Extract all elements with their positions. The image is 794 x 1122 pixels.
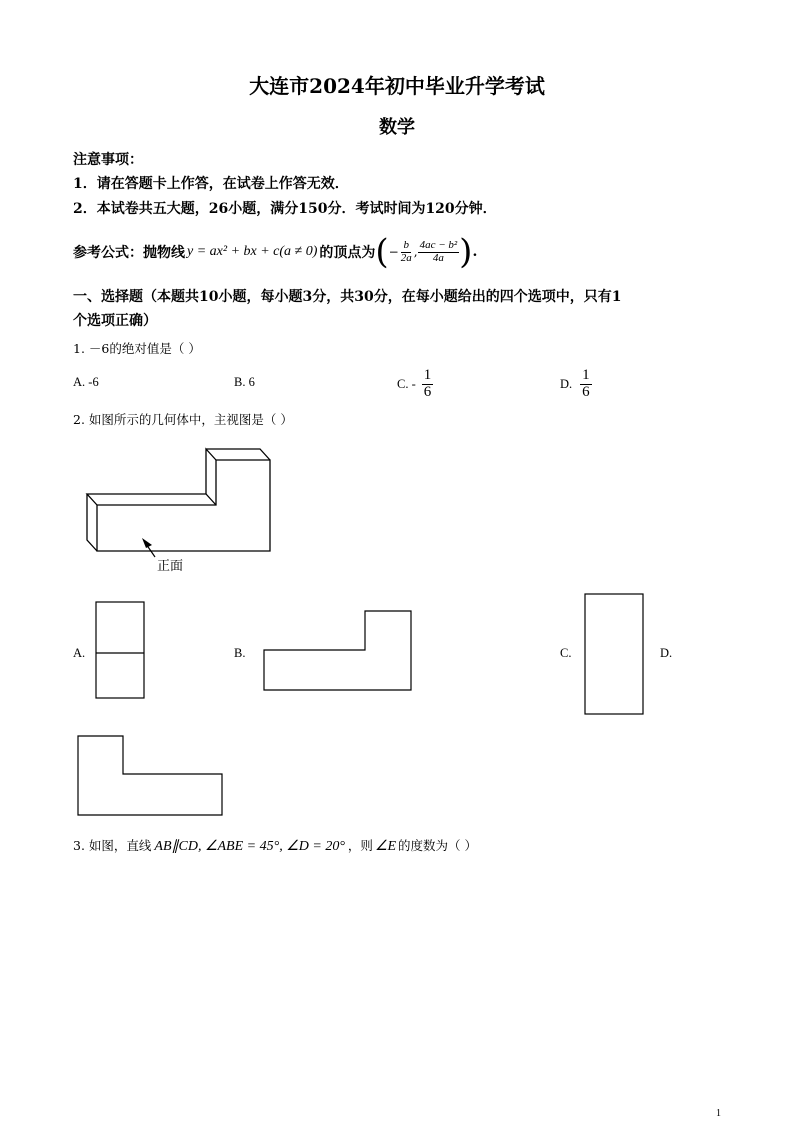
- q1-c-denominator: 6: [423, 383, 432, 400]
- q3-condition: AB∥CD, ∠ABE = 45°, ∠D = 20°: [154, 839, 345, 854]
- q1-d-denominator: 6: [582, 383, 590, 400]
- q1-c-numerator: 1: [423, 366, 432, 383]
- q1-option-a: A. -6: [73, 375, 99, 389]
- vertex-y-denominator: 4a: [432, 251, 444, 264]
- page-title: 大连市2024年初中毕业升学考试: [249, 74, 545, 98]
- section1-line2: 个选项正确）: [73, 313, 157, 329]
- q2-option-d-figure: [78, 736, 222, 815]
- formula-middle: 的顶点为: [319, 245, 376, 261]
- q2-option-a-figure: [96, 602, 144, 698]
- formula-prefix: 参考公式：抛物线: [73, 245, 185, 261]
- section1-line1: 一、选择题（本题共10小题，每小题3分，共30分，在每小题给出的四个选项中，只有1: [73, 289, 622, 305]
- vertex-x-denominator: 2a: [400, 251, 412, 264]
- q3-stem: [73, 836, 477, 855]
- vertex-x-numerator: b: [403, 238, 409, 251]
- formula-line: 参考公式：抛物线 y = ax² + bx + c(a ≠ 0) 的顶点为 ( − $\frac{b}{2a}$ , $\frac{\text{4ac − b²}}{4a}$ ) .: [73, 232, 478, 272]
- q2-option-d-label: D.: [660, 646, 673, 660]
- q2-stem: 2. 如图所示的几何体中，主视图是（ ）: [73, 412, 293, 427]
- q1-option-b: B. 6: [234, 375, 255, 389]
- q3-prefix: 3. 如图，直线: [73, 838, 152, 853]
- q2-option-b-figure: [264, 611, 411, 690]
- formula-suffix: .: [472, 244, 478, 260]
- q2-option-a-label: A.: [73, 646, 86, 660]
- q1-option-d-label: D.: [560, 376, 573, 391]
- vertex-y-numerator: 4ac − b²: [419, 238, 458, 251]
- q2-option-c-label: C.: [560, 646, 572, 660]
- right-paren: ): [459, 232, 473, 272]
- left-paren: (: [375, 232, 389, 272]
- notice-heading: 注意事项：: [73, 152, 143, 168]
- q1-option-c-label: C. -: [397, 376, 416, 391]
- q3-middle: ，则: [347, 838, 373, 853]
- notice-item-2: 2．本试卷共五大题，26小题，满分150分．考试时间为120分钟．: [73, 201, 497, 217]
- notice-item-1: 1．请在答题卡上作答，在试卷上作答无效．: [73, 176, 349, 192]
- formula-equation: y = ax² + bx + c(a ≠ 0): [187, 244, 318, 259]
- q3-angle: ∠E: [374, 839, 397, 854]
- page-number: 1: [716, 1108, 721, 1119]
- page-subtitle: 数学: [379, 117, 415, 138]
- q2-option-c-figure: [585, 594, 643, 714]
- front-label: 正面: [157, 559, 184, 574]
- q1-stem: 1. －6的绝对值是（ ）: [73, 341, 201, 356]
- q3-suffix: 的度数为（ ）: [398, 838, 478, 853]
- q2-option-b-label: B.: [234, 646, 246, 660]
- q1-d-numerator: 1: [582, 366, 590, 383]
